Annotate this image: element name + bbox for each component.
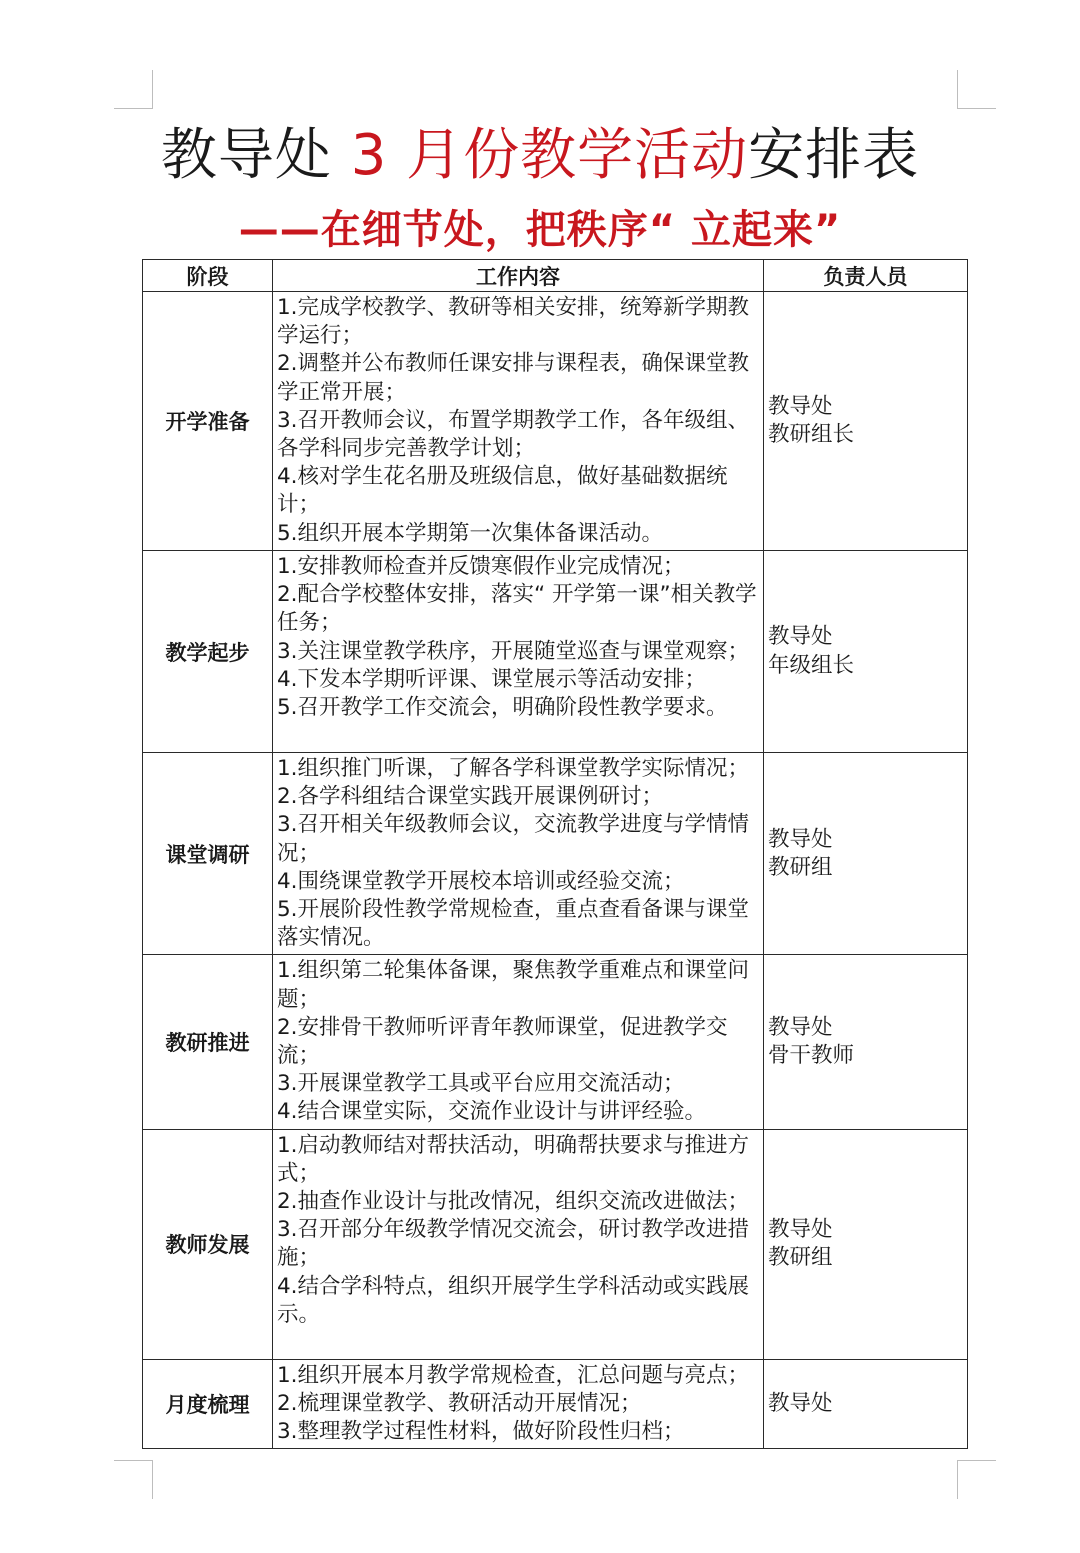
content-cell <box>273 955 764 1129</box>
content-cell <box>273 1129 764 1359</box>
crop-mark-top-right <box>957 70 996 109</box>
header-content: 工作内容 <box>273 260 764 292</box>
content-item: 2.各学科组结合课堂实践开展课例研讨； <box>277 784 664 810</box>
table-row <box>143 551 968 753</box>
owner-name: 教导处 <box>768 826 833 852</box>
owner-name: 年级组长 <box>768 652 855 678</box>
table-row <box>143 955 968 1129</box>
content-item: 5.召开教学工作交流会，明确阶段性教学要求。 <box>277 695 728 721</box>
content-item: 2.配合学校整体安排，落实“ 开学第一课”相关教学任务； <box>277 582 757 636</box>
content-item: 1.组织第二轮集体备课，聚焦教学重难点和课堂问题； <box>277 958 750 1012</box>
owner-name: 教导处 <box>768 624 833 650</box>
title-part-1: 教导处 <box>160 123 351 188</box>
title-part-3: 安排表 <box>748 123 920 188</box>
owner-cell <box>764 551 968 753</box>
stage-cell: 教学起步 <box>143 551 273 753</box>
owner-cell <box>764 292 968 551</box>
content-item: 2.调整并公布教师任课安排与课程表，确保课堂教学正常开展； <box>277 351 750 405</box>
owner-name: 教研组 <box>768 854 833 880</box>
owner-name: 教导处 <box>768 1014 833 1040</box>
owner-cell <box>764 753 968 955</box>
content-item: 1.组织开展本月教学常规检查，汇总问题与亮点； <box>277 1362 750 1388</box>
content-cell <box>273 1359 764 1449</box>
title-part-highlight: 3 月份教学活动 <box>350 123 749 188</box>
content-item: 3.召开部分年级教学情况交流会，研讨教学改进措施； <box>277 1217 750 1271</box>
content-item: 2.安排骨干教师听评青年教师课堂，促进教学交流； <box>277 1014 728 1069</box>
page-title <box>0 118 1080 194</box>
owner-cell <box>764 955 968 1129</box>
content-item: 3.整理教学过程性材料，做好阶段性归档； <box>277 1419 685 1445</box>
table-row <box>143 753 968 955</box>
page-subtitle: ——在细节处，把秩序“ 立起来” <box>238 207 842 253</box>
owner-name: 教研组 <box>768 1245 833 1271</box>
crop-mark-top-left <box>114 70 153 109</box>
content-item: 1.组织推门听课，了解各学科课堂教学实际情况； <box>277 756 750 781</box>
crop-mark-bottom-right <box>957 1460 996 1499</box>
content-item: 1.安排教师检查并反馈寒假作业完成情况； <box>277 554 685 579</box>
header-owner: 负责人员 <box>764 260 968 292</box>
content-item: 4.结合学科特点，组织开展学生学科活动或实践展示。 <box>277 1273 750 1327</box>
content-item: 3.召开相关年级教师会议，交流教学进度与学情情况； <box>277 812 750 866</box>
table-row <box>143 1359 968 1449</box>
crop-mark-bottom-left <box>114 1460 153 1499</box>
table-header-row <box>143 260 968 292</box>
content-item: 4.结合课堂实际，交流作业设计与讲评经验。 <box>277 1099 707 1125</box>
owner-name: 教研组长 <box>768 422 855 447</box>
owner-name: 教导处 <box>768 1390 833 1416</box>
content-item: 2.抽查作业设计与批改情况，组织交流改进做法； <box>277 1189 750 1215</box>
owner-cell <box>764 1359 968 1449</box>
content-item: 1.完成学校教学、教研等相关安排，统筹新学期教学运行； <box>277 295 750 349</box>
content-item: 2.梳理课堂教学、教研活动开展情况； <box>277 1390 642 1416</box>
content-item: 5.组织开展本学期第一次集体备课活动。 <box>277 520 664 546</box>
content-item: 1.启动教师结对帮扶活动，明确帮扶要求与推进方式； <box>277 1132 750 1186</box>
content-item: 3.开展课堂教学工具或平台应用交流活动； <box>277 1071 685 1097</box>
content-item: 4.下发本学期听评课、课堂展示等活动安排； <box>277 666 707 692</box>
content-item: 5.开展阶段性教学常规检查，重点查看备课与课堂落实情况。 <box>277 897 750 951</box>
table-row <box>143 292 968 551</box>
stage-cell: 课堂调研 <box>143 753 273 955</box>
stage-cell: 月度梳理 <box>143 1359 273 1449</box>
stage-cell: 教师发展 <box>143 1129 273 1359</box>
content-item: 4.核对学生花名册及班级信息，做好基础数据统计； <box>277 464 728 518</box>
content-item: 3.关注课堂教学秩序，开展随堂巡查与课堂观察； <box>277 638 750 664</box>
content-cell <box>273 753 764 955</box>
content-cell <box>273 551 764 753</box>
content-item: 3.召开教师会议，布置学期教学工作，各年级组、各学科同步完善教学计划； <box>277 407 750 462</box>
table-row <box>143 1129 968 1359</box>
schedule-table <box>142 259 968 1449</box>
stage-cell: 教研推进 <box>143 955 273 1129</box>
stage-cell: 开学准备 <box>143 292 273 551</box>
content-item: 4.围绕课堂教学开展校本培训或经验交流； <box>277 868 685 894</box>
owner-name: 骨干教师 <box>768 1043 855 1069</box>
owner-name: 教导处 <box>768 1216 833 1242</box>
header-stage: 阶段 <box>143 260 273 292</box>
owner-name: 教导处 <box>768 393 833 419</box>
content-cell <box>273 292 764 551</box>
owner-cell <box>764 1129 968 1359</box>
